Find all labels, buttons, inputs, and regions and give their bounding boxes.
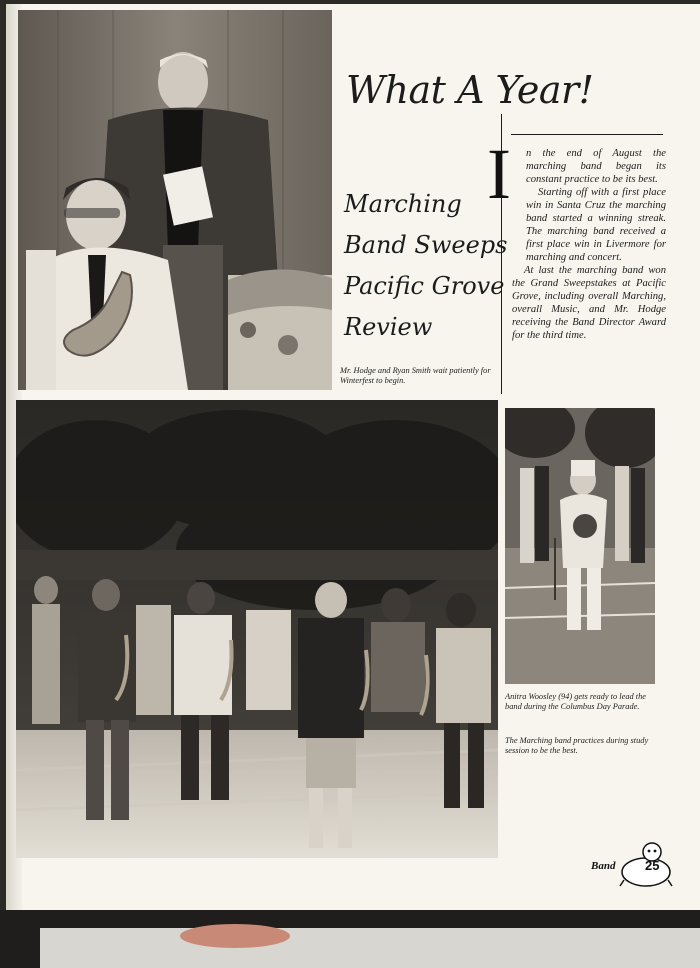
body-paragraph: n the end of August the marching band began its constant practice to be its best. xyxy=(526,148,666,185)
section-label: Band xyxy=(591,860,616,872)
article-body xyxy=(512,147,666,342)
parade-photo xyxy=(16,400,498,858)
finger-shape xyxy=(180,924,290,948)
scan-background xyxy=(0,910,700,968)
article-title: What A Year! xyxy=(346,68,594,112)
subtitle-line: Pacific Grove xyxy=(344,272,505,300)
practice-caption: The Marching band practices during study session to be the best. xyxy=(505,736,649,755)
top-photo-caption: Mr. Hodge and Ryan Smith wait patiently for Winterfest to begin. xyxy=(340,366,491,385)
body-paragraph: Starting off with a first place win in Santa Cruz the marching band started a winning streak. The marching band received a first place win in Livermore for marching and concert. xyxy=(526,187,666,263)
article-subtitle xyxy=(344,184,508,348)
subtitle-line: Review xyxy=(344,313,433,341)
drop-cap: I xyxy=(487,134,511,214)
top-photo xyxy=(18,10,332,390)
underlying-paper xyxy=(40,928,700,968)
horizontal-rule xyxy=(511,134,663,135)
page-number: 25 xyxy=(645,858,660,873)
subtitle-line: Marching xyxy=(344,190,462,218)
body-paragraph: At last the marching band won the Grand Sweepstakes at Pacific Grove, including overall Marching, overall Music, and Mr. Hodge receiving the Band Director Award for the third time. xyxy=(512,265,666,341)
drum-major-caption: Anitra Woosley (94) gets ready to lead the band during the Columbus Day Parade. xyxy=(505,692,647,711)
drum-major-photo xyxy=(505,408,655,684)
subtitle-line: Band Sweeps xyxy=(344,231,508,259)
yearbook-page xyxy=(6,4,700,910)
